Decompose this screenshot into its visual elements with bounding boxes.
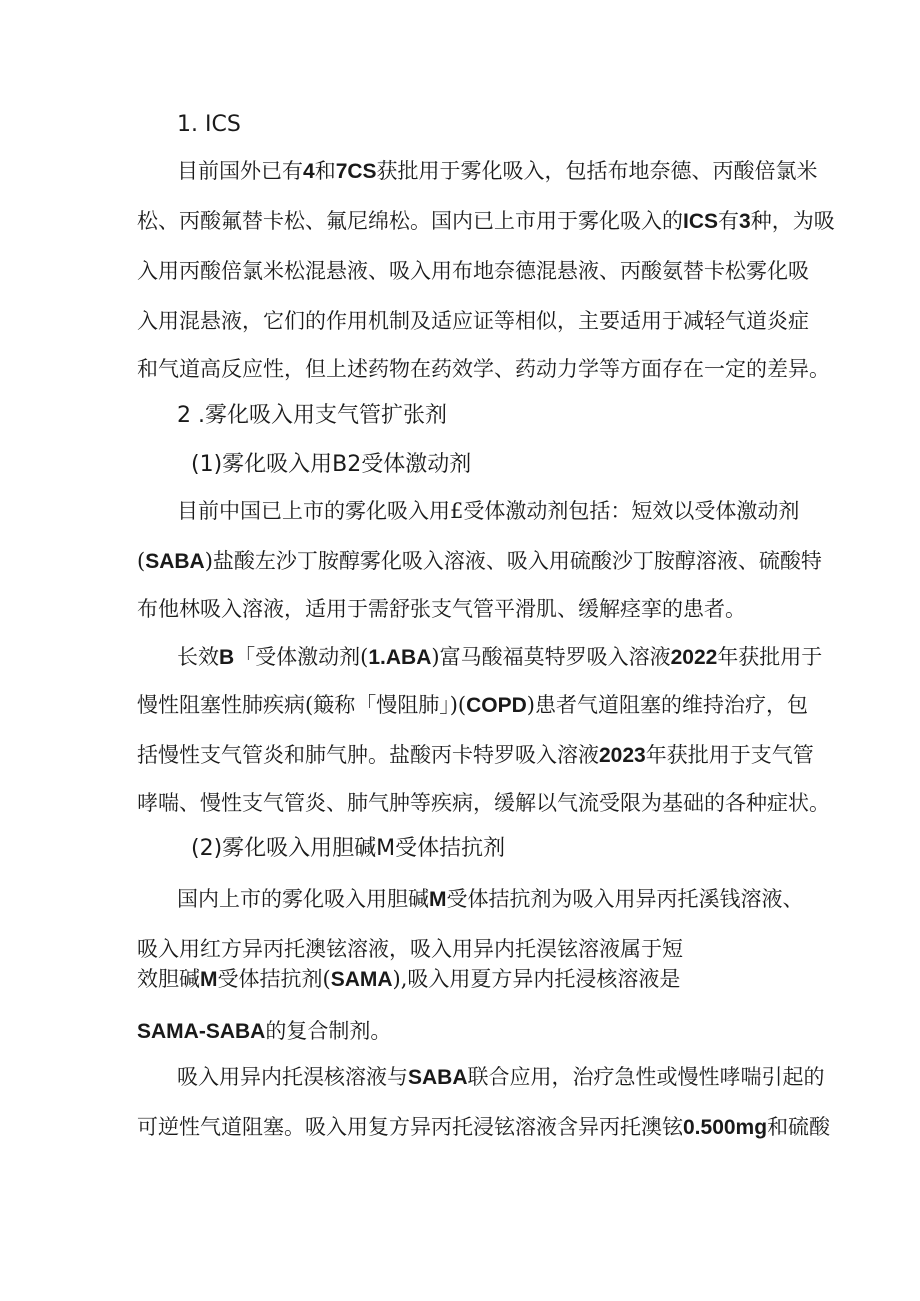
paragraph-line: 可逆性气道阻塞。吸入用复方异丙托浸铉溶液含异丙托澳铉0.500mg和硫酸 (137, 1115, 831, 1139)
paragraph-line: 布他林吸入溶液，适用于需舒张支气管平滑肌、缓解痉挛的患者。 (137, 597, 746, 621)
paragraph-line: 入用丙酸倍氯米松混悬液、吸入用布地奈德混悬液、丙酸氨替卡松雾化吸 (137, 259, 809, 283)
paragraph-line: (SABA)盐酸左沙丁胺醇雾化吸入溶液、吸入用硫酸沙丁胺醇溶液、硫酸特 (137, 549, 822, 573)
paragraph-line: 国内上市的雾化吸入用胆碱M受体拮抗剂为吸入用异丙托溪钱溶液、 (177, 887, 804, 911)
paragraph-line: 吸入用异内托淏核溶液与SABA联合应用，治疗急性或慢性哮喘引起的 (177, 1065, 825, 1089)
paragraph-line: 哮喘、慢性支气管炎、肺气肿等疾病，缓解以气流受限为基础的各种症状。 (137, 791, 830, 815)
paragraph-line: 慢性阻塞性肺疾病(簸称「慢阻肺」)(COPD)患者气道阻塞的维持治疗，包 (137, 693, 808, 717)
paragraph-line: 吸入用红方异丙托澳铉溶液，吸入用异内托淏铉溶液属于短 (137, 937, 683, 961)
paragraph-line: 效胆碱M受体拮抗剂(SAMA),吸入用夏方异内托浸核溶液是 (137, 967, 681, 991)
paragraph-line: 长效B「受体激动剂(1.ABA)富马酸福莫特罗吸入溶液2022年获批用于 (177, 645, 823, 669)
paragraph-line: 括慢性支气管炎和肺气肿。盐酸丙卡特罗吸入溶液2023年获批用于支气管 (137, 743, 814, 767)
paragraph-line: 目前国外已有4和7CS获批用于雾化吸入，包括布地奈德、丙酸倍氯米 (177, 159, 818, 183)
paragraph-line: 入用混悬液，它们的作用机制及适应证等相似，主要适用于减轻气道炎症 (137, 309, 809, 333)
section-2-heading: 2 .雾化吸入用支气管扩张剂 (177, 403, 447, 428)
section-1-heading: 1. ICS (177, 112, 241, 137)
subsection-1-heading: (1)雾化吸入用B2受体激动剂 (191, 452, 472, 477)
paragraph-line: 松、丙酸氟替卡松、氟尼绵松。国内已上市用于雾化吸入的ICS有3种，为吸 (137, 209, 835, 233)
paragraph-line: 和气道高反应性，但上述药物在药效学、药动力学等方面存在一定的差异。 (137, 357, 830, 381)
paragraph-line: SAMA-SABA的复合制剂。 (137, 1019, 392, 1043)
subsection-2-heading: (2)雾化吸入用胆碱M受体拮抗剂 (191, 836, 506, 861)
paragraph-line: 目前中国已上市的雾化吸入用£受体激动剂包括：短效以受体激动剂 (177, 499, 800, 523)
